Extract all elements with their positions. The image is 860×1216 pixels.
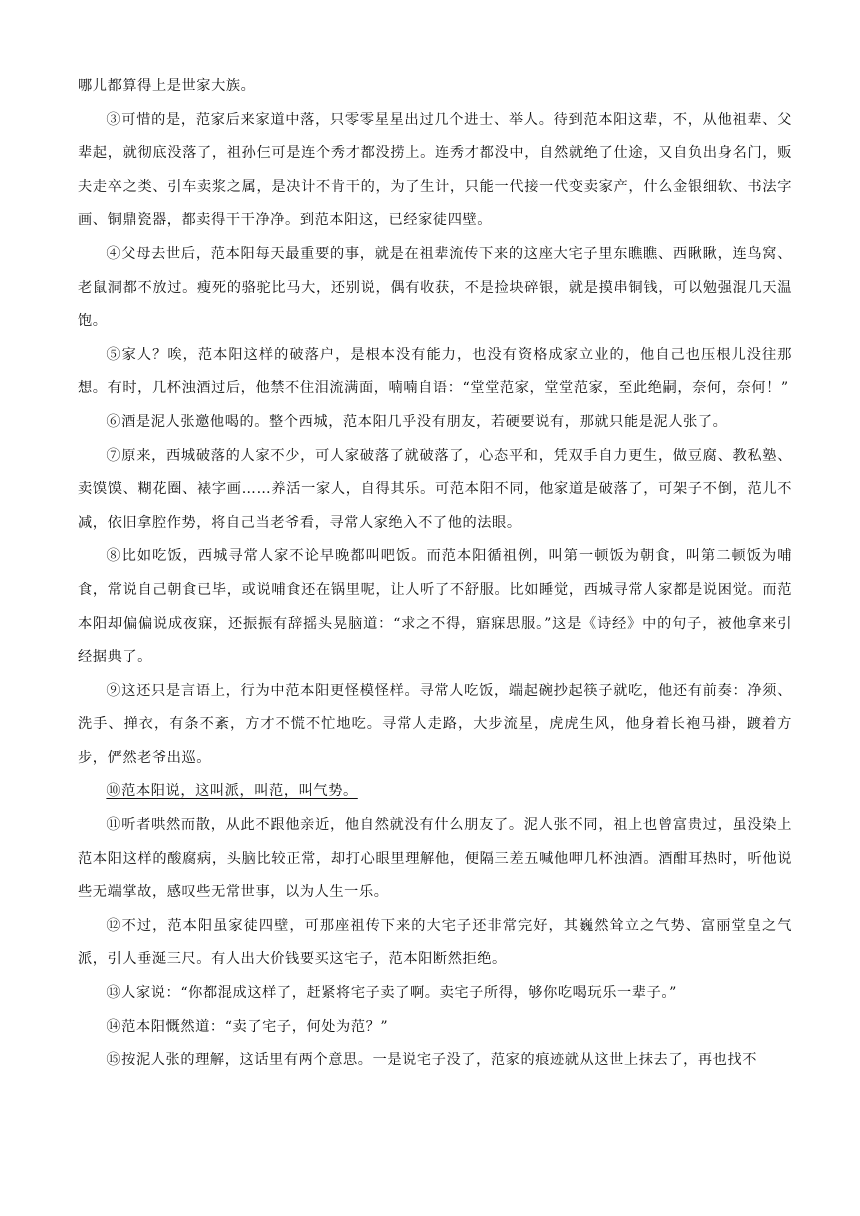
paragraph-9: ⑨这还只是言语上，行为中范本阳更怪模怪样。寻常人吃饭，端起碗抄起筷子就吃，他还有前奏：净须、洗手、掸衣，有条不紊，方才不慌不忙地吃。寻常人走路，大步流星，虎虎生风，他身着长袍马褂，踱着方步，俨然老爷出巡。	[78, 682, 792, 766]
document-page	[78, 70, 792, 1078]
paragraph-continued: 哪儿都算得上是世家大族。	[78, 78, 256, 94]
paragraph-15: ⑮按泥人张的理解，这话里有两个意思。一是说宅子没了，范家的痕迹就从这世上抹去了，再也找不	[106, 1052, 758, 1069]
paragraph-12: ⑫不过，范本阳虽家徒四壁，可那座祖传下来的大宅子还非常完好，其巍然耸立之气势、富丽堂皇之气派，引人垂涎三尺。有人出大价钱要买这宅子，范本阳断然拒绝。	[78, 917, 792, 968]
paragraph-4: ④父母去世后，范本阳每天最重要的事，就是在祖辈流传下来的这座大宅子里东瞧瞧、西瞅瞅，连鸟窝、老鼠洞都不放过。瘦死的骆驼比马大，还别说，偶有收获，不是捡块碎银，就是摸串铜钱，可以勉强混几天温饱。	[78, 245, 792, 330]
paragraph-14: ⑭范本阳慨然道：“卖了宅子，何处为范？”	[106, 1018, 389, 1035]
paragraph-10	[78, 775, 792, 809]
paragraph-8: ⑧比如吃饭，西城寻常人家不论早晚都叫吧饭。而范本阳循祖例，叫第一顿饭为朝食，叫第二顿饭为哺食，常说自己朝食已毕，或说哺食还在锅里呢，让人听了不舒服。比如睡觉，西城寻常人家都是说困觉。而范本阳却偏偏说成夜寐，还振振有辞摇头晃脑道：“求之不得，寤寐思服。”这是《诗经》中的句子，被他拿来引经据典了。	[78, 548, 792, 666]
underlined-sentence: ⑩范本阳说，这叫派，叫范，叫气势。	[106, 783, 358, 800]
paragraph-13: ⑬人家说：“你都混成这样了，赶紧将宅子卖了啊。卖宅子所得，够你吃喝玩乐一辈子。”	[106, 985, 677, 1002]
paragraph-7: ⑦原来，西城破落的人家不少，可人家破落了就破落了，心态平和，凭双手自力更生，做豆腐、教私塾、卖馍馍、糊花圈、裱字画……养活一家人，自得其乐。可范本阳不同，他家道是破落了，可架子不倒，范儿不减，依旧拿腔作势，将自己当老爷看，寻常人家绝入不了他的法眼。	[78, 447, 792, 531]
paragraph-11: ⑪听者哄然而散，从此不跟他亲近，他自然就没有什么朋友了。泥人张不同，祖上也曾富贵过，虽没染上范本阳这样的酸腐病，头脑比较正常，却打心眼里理解他，便隔三差五喊他呷几杯浊酒。酒酣耳热时，听他说些无端掌故，感叹些无常世事，以为人生一乐。	[78, 817, 792, 901]
paragraph-6: ⑥酒是泥人张邀他喝的。整个西城，范本阳几乎没有朋友，若硬要说有，那就只能是泥人张了。	[106, 413, 728, 430]
paragraph-3: ③可惜的是，范家后来家道中落，只零零星星出过几个进士、举人。待到范本阳这辈，不，从他祖辈、父辈起，就彻底没落了，祖孙仨可是连个秀才都没捞上。连秀才都没中，自然就绝了仕途，又自负出身名门，贩夫走卒之类、引车卖浆之属，是决计不肯干的，为了生计，只能一代接一代变卖家产，什么金银细软、书法字画、铜鼎瓷器，都卖得干干净净。到范本阳这，已经家徒四壁。	[78, 111, 792, 229]
paragraph-5: ⑤家人？唉，范本阳这样的破落户，是根本没有能力，也没有资格成家立业的，他自己也压根儿没往那想。有时，几杯浊酒过后，他禁不住泪流满面，喃喃自语：“堂堂范家，堂堂范家，至此绝嗣，奈何，奈何！”	[78, 346, 792, 397]
